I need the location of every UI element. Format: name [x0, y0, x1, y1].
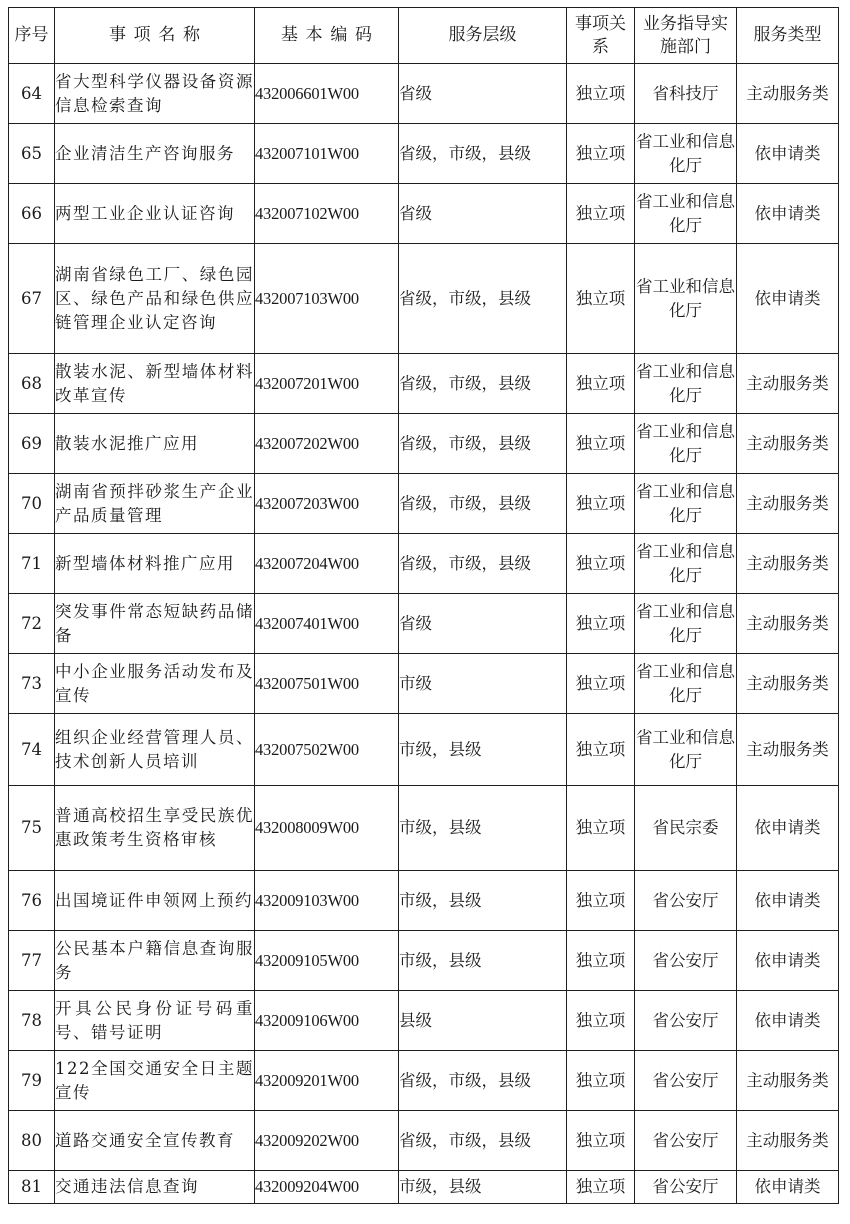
guiding-department: 省工业和信息化厅 [635, 184, 737, 244]
item-relation: 独立项 [567, 414, 635, 474]
row-number: 75 [9, 786, 55, 871]
service-level: 省级，市级，县级 [399, 244, 567, 354]
item-code: 432007101W00 [255, 124, 399, 184]
guiding-department: 省工业和信息化厅 [635, 654, 737, 714]
service-level: 市级，县级 [399, 871, 567, 931]
item-relation: 独立项 [567, 474, 635, 534]
item-name: 122全国交通安全日主题宣传 [55, 1051, 255, 1111]
row-number: 69 [9, 414, 55, 474]
item-code: 432009202W00 [255, 1111, 399, 1171]
guiding-department: 省工业和信息化厅 [635, 244, 737, 354]
service-type: 主动服务类 [737, 1051, 839, 1111]
service-level: 省级，市级，县级 [399, 354, 567, 414]
item-code: 432006601W00 [255, 64, 399, 124]
guiding-department: 省民宗委 [635, 786, 737, 871]
guiding-department: 省公安厅 [635, 1171, 737, 1204]
row-number: 74 [9, 714, 55, 786]
item-code: 432007502W00 [255, 714, 399, 786]
item-code: 432007204W00 [255, 534, 399, 594]
item-code: 432009103W00 [255, 871, 399, 931]
service-type: 主动服务类 [737, 594, 839, 654]
service-level: 省级 [399, 64, 567, 124]
row-number: 65 [9, 124, 55, 184]
service-level: 省级 [399, 594, 567, 654]
service-type: 依申请类 [737, 786, 839, 871]
item-relation: 独立项 [567, 124, 635, 184]
row-number: 78 [9, 991, 55, 1051]
table-row [9, 1111, 839, 1171]
item-name: 省大型科学仪器设备资源信息检索查询 [55, 64, 255, 124]
item-relation: 独立项 [567, 714, 635, 786]
item-name: 湖南省预拌砂浆生产企业产品质量管理 [55, 474, 255, 534]
service-level: 省级，市级，县级 [399, 1111, 567, 1171]
guiding-department: 省工业和信息化厅 [635, 354, 737, 414]
guiding-department: 省科技厅 [635, 64, 737, 124]
service-type: 主动服务类 [737, 714, 839, 786]
service-items-table [8, 7, 839, 1204]
item-code: 432007201W00 [255, 354, 399, 414]
item-name: 散装水泥推广应用 [55, 414, 255, 474]
table-row [9, 714, 839, 786]
item-name: 湖南省绿色工厂、绿色园区、绿色产品和绿色供应链管理企业认定咨询 [55, 244, 255, 354]
service-level: 省级，市级，县级 [399, 124, 567, 184]
table-row [9, 1171, 839, 1204]
header-type: 服务类型 [737, 8, 839, 64]
table-row [9, 64, 839, 124]
service-type: 依申请类 [737, 991, 839, 1051]
service-level: 省级，市级，县级 [399, 534, 567, 594]
service-type: 依申请类 [737, 931, 839, 991]
item-relation: 独立项 [567, 184, 635, 244]
guiding-department: 省工业和信息化厅 [635, 414, 737, 474]
service-type: 依申请类 [737, 244, 839, 354]
item-code: 432009201W00 [255, 1051, 399, 1111]
guiding-department: 省公安厅 [635, 991, 737, 1051]
header-name: 事项名称 [55, 8, 255, 64]
item-name: 公民基本户籍信息查询服务 [55, 931, 255, 991]
service-type: 主动服务类 [737, 474, 839, 534]
guiding-department: 省公安厅 [635, 1051, 737, 1111]
service-level: 省级，市级，县级 [399, 474, 567, 534]
guiding-department: 省工业和信息化厅 [635, 534, 737, 594]
service-type: 依申请类 [737, 124, 839, 184]
service-type: 主动服务类 [737, 1111, 839, 1171]
item-code: 432009106W00 [255, 991, 399, 1051]
item-relation: 独立项 [567, 244, 635, 354]
item-relation: 独立项 [567, 1111, 635, 1171]
item-relation: 独立项 [567, 786, 635, 871]
table-row [9, 184, 839, 244]
service-type: 依申请类 [737, 1171, 839, 1204]
table-row [9, 534, 839, 594]
item-code: 432007401W00 [255, 594, 399, 654]
service-level: 市级，县级 [399, 1171, 567, 1204]
item-name: 企业清洁生产咨询服务 [55, 124, 255, 184]
row-number: 64 [9, 64, 55, 124]
item-code: 432009204W00 [255, 1171, 399, 1204]
item-name: 组织企业经营管理人员、技术创新人员培训 [55, 714, 255, 786]
item-code: 432007202W00 [255, 414, 399, 474]
item-name: 两型工业企业认证咨询 [55, 184, 255, 244]
table-row [9, 124, 839, 184]
item-name: 普通高校招生享受民族优惠政策考生资格审核 [55, 786, 255, 871]
item-name: 突发事件常态短缺药品储备 [55, 594, 255, 654]
item-name: 道路交通安全宣传教育 [55, 1111, 255, 1171]
row-number: 71 [9, 534, 55, 594]
item-relation: 独立项 [567, 1171, 635, 1204]
guiding-department: 省公安厅 [635, 871, 737, 931]
guiding-department: 省工业和信息化厅 [635, 124, 737, 184]
service-type: 主动服务类 [737, 354, 839, 414]
table-row [9, 991, 839, 1051]
header-dept: 业务指导实施部门 [635, 8, 737, 64]
service-level: 市级 [399, 654, 567, 714]
item-name: 新型墙体材料推广应用 [55, 534, 255, 594]
item-name: 开具公民身份证号码重号、错号证明 [55, 991, 255, 1051]
item-relation: 独立项 [567, 594, 635, 654]
item-name: 散装水泥、新型墙体材料改革宣传 [55, 354, 255, 414]
item-relation: 独立项 [567, 871, 635, 931]
service-level: 省级，市级，县级 [399, 1051, 567, 1111]
header-row [9, 8, 839, 64]
item-relation: 独立项 [567, 991, 635, 1051]
service-type: 主动服务类 [737, 534, 839, 594]
item-name: 中小企业服务活动发布及宣传 [55, 654, 255, 714]
row-number: 81 [9, 1171, 55, 1204]
table-row [9, 594, 839, 654]
service-type: 主动服务类 [737, 64, 839, 124]
row-number: 73 [9, 654, 55, 714]
item-name: 出国境证件申领网上预约 [55, 871, 255, 931]
item-code: 432009105W00 [255, 931, 399, 991]
item-name: 交通违法信息查询 [55, 1171, 255, 1204]
item-code: 432007501W00 [255, 654, 399, 714]
row-number: 72 [9, 594, 55, 654]
row-number: 80 [9, 1111, 55, 1171]
item-code: 432008009W00 [255, 786, 399, 871]
table-row [9, 1051, 839, 1111]
row-number: 68 [9, 354, 55, 414]
table-row [9, 244, 839, 354]
service-type: 主动服务类 [737, 414, 839, 474]
service-level: 县级 [399, 991, 567, 1051]
service-type: 依申请类 [737, 871, 839, 931]
item-relation: 独立项 [567, 1051, 635, 1111]
row-number: 77 [9, 931, 55, 991]
item-relation: 独立项 [567, 931, 635, 991]
row-number: 79 [9, 1051, 55, 1111]
guiding-department: 省工业和信息化厅 [635, 474, 737, 534]
table-row [9, 414, 839, 474]
table-row [9, 931, 839, 991]
guiding-department: 省工业和信息化厅 [635, 714, 737, 786]
service-level: 省级 [399, 184, 567, 244]
table-row [9, 871, 839, 931]
header-code: 基本编码 [255, 8, 399, 64]
guiding-department: 省公安厅 [635, 931, 737, 991]
item-relation: 独立项 [567, 64, 635, 124]
item-relation: 独立项 [567, 654, 635, 714]
service-type: 依申请类 [737, 184, 839, 244]
row-number: 66 [9, 184, 55, 244]
table-row [9, 474, 839, 534]
service-type: 主动服务类 [737, 654, 839, 714]
row-number: 67 [9, 244, 55, 354]
service-level: 市级，县级 [399, 931, 567, 991]
guiding-department: 省工业和信息化厅 [635, 594, 737, 654]
service-level: 市级，县级 [399, 714, 567, 786]
item-relation: 独立项 [567, 354, 635, 414]
item-code: 432007103W00 [255, 244, 399, 354]
header-relation: 事项关系 [567, 8, 635, 64]
table-row [9, 354, 839, 414]
header-no: 序号 [9, 8, 55, 64]
table-row [9, 786, 839, 871]
item-relation: 独立项 [567, 534, 635, 594]
guiding-department: 省公安厅 [635, 1111, 737, 1171]
row-number: 76 [9, 871, 55, 931]
header-level: 服务层级 [399, 8, 567, 64]
service-level: 市级，县级 [399, 786, 567, 871]
service-level: 省级，市级，县级 [399, 414, 567, 474]
row-number: 70 [9, 474, 55, 534]
item-code: 432007203W00 [255, 474, 399, 534]
table-row [9, 654, 839, 714]
item-code: 432007102W00 [255, 184, 399, 244]
